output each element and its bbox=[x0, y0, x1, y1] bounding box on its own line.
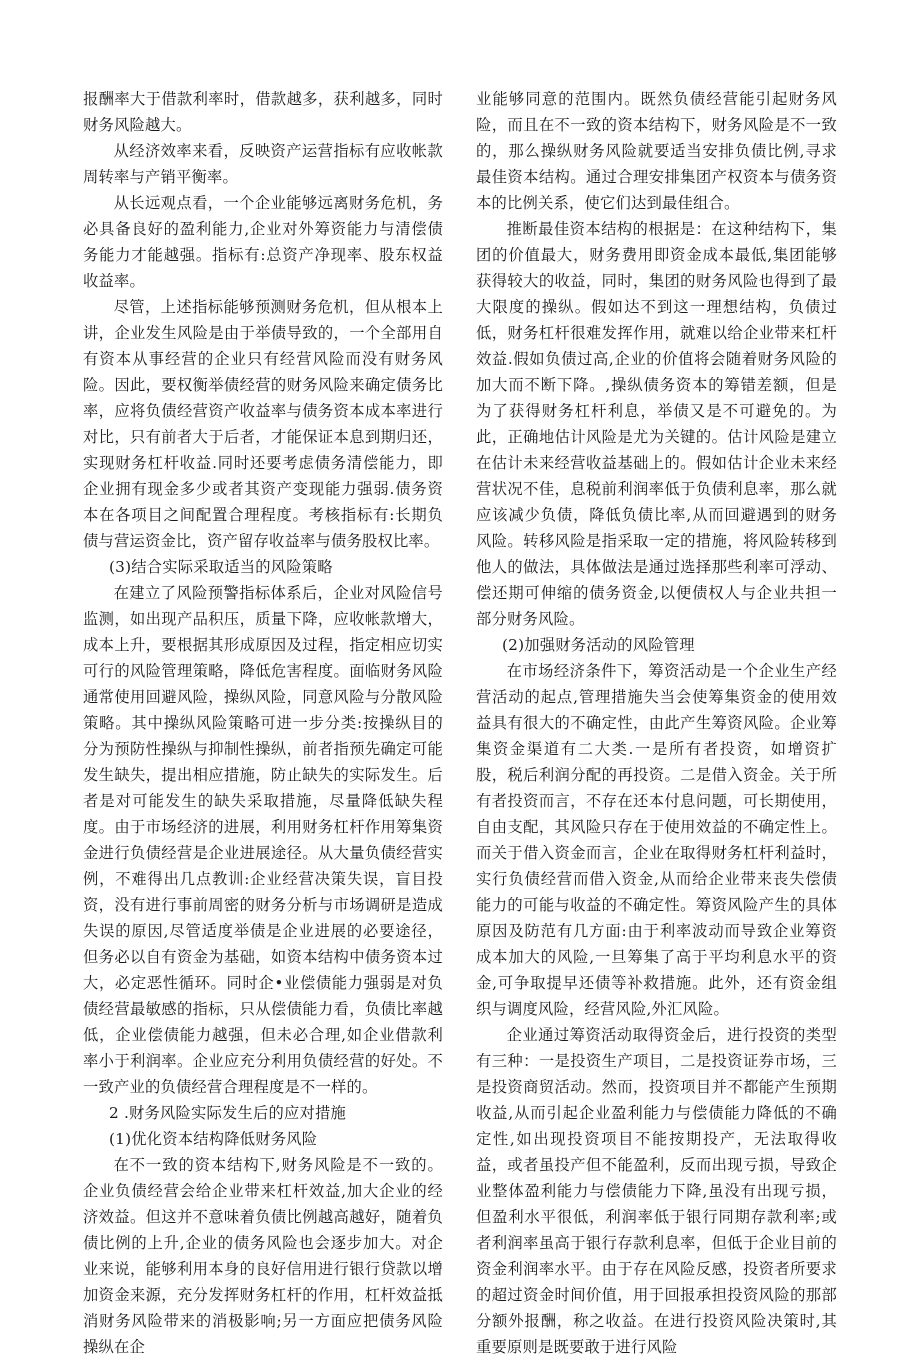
left-column bbox=[83, 86, 443, 1360]
section-heading: (1)优化资本结构降低财务风险 bbox=[109, 1130, 318, 1148]
paragraph: 企业通过筹资活动取得资金后，进行投资的类型有三种：一是投资生产项目，二是投资证券市场，三是投资商贸活动。然而，投资项目并不都能产生预期收益,从而引起企业盈利能力与偿债能力降低的不确定性,如出现投资项目不能按期投产，无法取得收益，或者虽投产但不能盈利，反而出现亏损，导致企业整体盈利能力与偿债能力下降,虽没有出现亏损，但盈利水平很低，利润率低于银行同期存款利率;或者利润率虽高于银行存款利息率，但低于企业目前的资金利润率水平。由于存在风险反感，投资者所要求的超过资金时间价值，用于回报承担投资风险的那部分额外报酬，称之收益。在进行投资风险决策时,其重要原则是既要敢于进行风险 bbox=[476, 1026, 837, 1356]
section-heading: (3)结合实际采取适当的风险策略 bbox=[109, 558, 333, 576]
paragraph: 推断最佳资本结构的根据是：在这种结构下，集团的价值最大，财务费用即资金成本最低,集团能够获得较大的收益，同时，集团的财务风险也得到了最大限度的操纵。假如达不到这一理想结构，负债过低，财务杠杆很难发挥作用，就难以给企业带来杠杆效益.假如负债过高,企业的价值将会随着财务风险的加大而不断下降。,操纵债务资本的筹错差额，但是为了获得财务杠杆利息，举债又是不可避免的。为此，正确地估计风险是尤为关键的。估计风险是建立在估计未来经营收益基础上的。假如估计企业未来经营状况不佳，息税前利润率低于负债利息率，那么就应该减少负债，降低负债比率,从而回避遇到的财务风险。转移风险是指采取一定的措施，将风险转移到他人的做法，具体做法是通过选择那些利率可浮动、偿还期可伸缩的债务资金,以便债权人与企业共担一部分财务风险。 bbox=[476, 220, 837, 628]
section-heading: 2 .财务风险实际发生后的应对措施 bbox=[109, 1104, 347, 1122]
paragraph: 在建立了风险预警指标体系后，企业对风险信号监测，如出现产品积压，质量下降，应收帐款增大，成本上升，要根据其形成原因及过程，指定相应切实可行的风险管理策略，降低危害程度。面临财务风险通常使用回避风险，操纵风险，同意风险与分散风险策略。其中操纵风险策略可进一步分类:按操纵目的分为预防性操纵与抑制性操纵，前者指预先确定可能发生缺失，提出相应措施，防止缺失的实际发生。后者是对可能发生的缺失采取措施，尽量降低缺失程度。由于市场经济的进展，利用财务杠杆作用筹集资金进行负债经营是企业进展途径。从大量负债经营实例，不难得出几点教训:企业经营决策失误，盲目投资，没有进行事前周密的财务分析与市场调研是造成失误的原因,尽管适度举债是企业进展的必要途径，但务必以自有资金为基础，如资本结构中债务资本过大，必定恶性循环。同时企•业偿债能力强弱是对负债经营最敏感的指标，只从偿债能力看，负债比率越低，企业偿债能力越强，但未必合理,如企业借款利率小于利润率。企业应充分利用负债经营的好处。不一致产业的负债经营合理程度是不一样的。 bbox=[83, 584, 443, 1096]
paragraph: 从长远观点看，一个企业能够远离财务危机，务必具备良好的盈利能力,企业对外筹资能力与清偿债务能力才能越强。指标有:总资产净现率、股东权益收益率。 bbox=[83, 194, 443, 290]
paragraph: 从经济效率来看，反映资产运营指标有应收帐款周转率与产销平衡率。 bbox=[83, 142, 443, 186]
paragraph: 在市场经济条件下，筹资活动是一个企业生产经营活动的起点,管理措施失当会使筹集资金的使用效益具有很大的不确定性，由此产生筹资风险。企业筹集资金渠道有二大类.一是所有者投资，如增资扩股，税后利润分配的再投资。二是借入资金。关于所有者投资而言，不存在还本付息问题，可长期使用，自由支配，其风险只存在于使用效益的不确定性上。而关于借入资金而言，企业在取得财务杠杆利益时，实行负债经营而借入资金,从而给企业带来丧失偿债能力的可能与收益的不确定性。筹资风险产生的具体原因及防范有几方面:由于利率波动而导致企业筹资成本加大的风险,一旦筹集了高于平均利息水平的资金,可争取提早还债等补救措施。此外，还有资金组织与调度风险，经营风险,外汇风险。 bbox=[476, 662, 837, 1018]
section-heading: (2)加强财务活动的风险管理 bbox=[502, 636, 695, 654]
paragraph: 在不一致的资本结构下,财务风险是不一致的。企业负债经营会给企业带来杠杆效益,加大企业的经济效益。但这并不意味着负债比例越高越好，随着负债比例的上升,企业的债务风险也会逐步加大。对企业来说，能够利用本身的良好信用进行银行贷款以增加资金来源，充分发挥财务杠杆的作用，杠杆效益抵消财务风险带来的消极影响;另一方面应把债务风险操纵在企 bbox=[83, 1156, 443, 1356]
paragraph: 尽管，上述指标能够预测财务危机，但从根本上讲，企业发生风险是由于举债导致的，一个全部用自有资本从事经营的企业只有经营风险而没有财务风险。因此，要权衡举债经营的财务风险来确定债务比率，应将负债经营资产收益率与债务资本成本率进行对比，只有前者大于后者，才能保证本息到期归还，实现财务杠杆收益.同时还要考虑债务清偿能力，即企业拥有现金多少或者其资产变现能力强弱.债务资本在各项目之间配置合理程度。考核指标有:长期负债与营运资金比，资产留存收益率与债务股权比率。 bbox=[83, 298, 443, 550]
paragraph: 业能够同意的范围内。既然负债经营能引起财务风险，而且在不一致的资本结构下，财务风险是不一致的，那么操纵财务风险就要适当安排负债比例,寻求最佳资本结构。通过合理安排集团产权资本与债务资本的比例关系，使它们达到最佳组合。 bbox=[476, 90, 837, 212]
right-column bbox=[476, 86, 837, 1360]
paragraph: 报酬率大于借款利率时，借款越多，获利越多，同时财务风险越大。 bbox=[83, 90, 443, 134]
